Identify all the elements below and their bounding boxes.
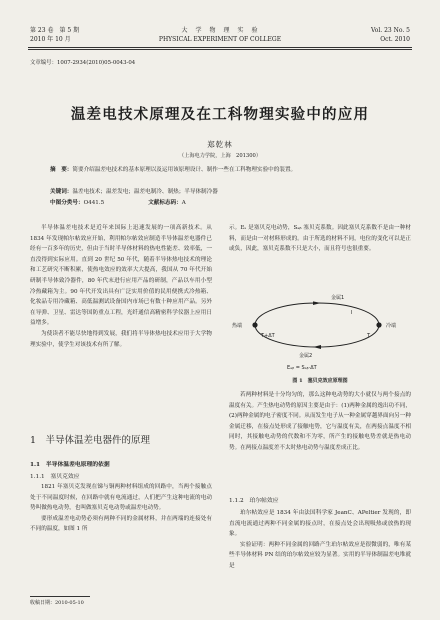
classification	[50, 199, 400, 208]
header-journal-cn: 大 学 物 理 实 验	[181, 27, 259, 34]
current-arrow-bottom	[313, 345, 321, 349]
figure-label-cold: 冷端	[386, 323, 397, 329]
footnote-received-date: 收稿日期：2010-05-10	[30, 600, 84, 606]
section-heading-1: 1 半导体温差电器件的原理	[30, 435, 151, 446]
seebeck-figure	[229, 289, 411, 373]
classification-value: O441.5	[83, 200, 105, 206]
abstract-text: 简要介绍温差电技术的基本原理以及运用该原理设计、制作一些在工科物理实验中的装置。	[72, 167, 297, 173]
subsection-heading-1-1: 1.1 半导体温差电原理的依据	[30, 462, 110, 468]
header-date-right: Oct. 2010	[380, 36, 410, 43]
header-vol-en: Vol. 23 No. 5	[370, 27, 410, 34]
right-top-paragraph: 示。Eₛ 是塞贝克电动势，Sₐᵦ 塞贝克系数。因此塞贝克系数不是由一种材料，而是由一对材料形成的。由于所选的材料不同，电位的变化可以是正或负，因此，塞贝克系数不只是大小，而且符号也很重要。	[229, 225, 411, 253]
right-column-peltier	[229, 508, 411, 572]
intro-paragraph-2: 为使读者不能尽快地得到发展，我们将半导体热电技术应用于大学物理实验中，使学生对该技术有所了解。	[30, 330, 212, 348]
right-column-body	[229, 390, 411, 454]
intro-paragraph-1: 半导体温差电技术是近年来国际上迅速发展的一项高新技术。从 1834 年发现帕尔帖效应开始，利用帕尔帖效应制造半导体温差电器件已经有一百多年的历史，但由于当时半导体材料的热电性能差、效率低，一直没得到实际应用。直到 20 世纪 50 年代，随着半导体热电技术的理论和工艺研究不断积累，使热电效应的效率大大提高，我国从 70 年代开始研制半导体致冷器件，80 年代末进行应用产品的研制，产品以车用小型冷热藏箱为主。90 年代开发出具有广泛实用价值的民用便携式冷热箱、化妆品专用冷藏箱、高低温测试设备国内市场已有数十种应用产品。另外在导弹、卫星、雷达等国防重点工程，光纤通信高精密科学仪器上应用日益增多。	[30, 225, 212, 327]
peltier-paragraph-1: 珀尔帖效应是 1834 年由法国科学家 JeanC、APeltier 发现的，即直流电流通过两种不同金属的接点时，在接点处会出现吸热或放热的现象。	[229, 510, 411, 538]
classification-label: 中图分类号：	[50, 200, 84, 206]
author-affiliation: （上海电力学院，上海 201300）	[178, 153, 262, 159]
figure-formula: Eₐᵦ = Sₐᵦ·ΔT	[287, 365, 317, 371]
header-rule-thin	[28, 49, 412, 50]
figure-label-metal2: 金属2	[299, 353, 313, 359]
header-volume: 第 23 卷 第 5 期	[30, 27, 80, 34]
circuit-loop	[255, 303, 379, 347]
article-number: 文章编号：1007-2934(2010)05-0043-04	[30, 60, 136, 66]
article-title: 温差电技术原理及在工科物理实验中的应用	[70, 106, 370, 123]
seebeck-paragraph-1: 1821 年塞贝克发现在锑与铜两种材料组成的回路中，当两个接触点处于不同温度时候，在回路中就有电流通过，人们把产生这种电流的电动势叫做热电动势，也叫做塞贝克电动势或温差电动势。	[30, 484, 212, 512]
left-column-seebeck	[30, 482, 212, 535]
hot-junction	[252, 322, 257, 327]
header-date-left: 2010 年 10 月	[30, 36, 71, 43]
figure-label-t: T	[367, 333, 371, 339]
current-arrow-top	[313, 301, 321, 305]
author-name: 郑乾林	[207, 140, 233, 149]
seebeck-paragraph-2: 要形成温差电动势必须有两种不同的金属材料，并在两端的连接处有不同的温度，如图 1 所	[30, 515, 212, 533]
right-paragraph-1: 若两种材料是十分均匀的，那么这种电动势的大小就仅与两个接点的温度有关。产生热电动势的原因主要是由于：(1)两种金属的逸出功不同，(2)两种金属的电子密度不同。从而发生电子从一种金属穿越界面向另一种金属迁移，在接点处形成了接触电势，它与温度有关，在两接点温度不相同时，其接触电动势的代数和不为零，所产生的接触电势差就是热电动势。在两接点温度差不太时热电动势与温度差成正比。	[229, 392, 411, 451]
keywords-text: 温差电技术；温差发电；温差电制冷、制热；半导体制冷器	[72, 189, 218, 195]
abstract	[50, 166, 400, 175]
peltier-paragraph-2: 实验证明：两种不同金属的回路产生珀尔帖效应是很微弱的，唯有某些半导体材料 PN 结的珀尔帖效应较为显著。实用的半导体制温差电堆就是	[229, 541, 411, 569]
keywords-label: 关键词：	[50, 189, 73, 195]
cold-junction	[376, 322, 381, 327]
footnote-rule	[30, 596, 90, 597]
doc-code-label: 文献标志码：	[148, 200, 182, 206]
left-column-intro	[30, 223, 212, 350]
subsubsection-heading-1-1-1: 1.1.1 塞贝克效应	[30, 474, 80, 480]
header-rule	[28, 47, 412, 48]
abstract-label: 摘 要：	[50, 167, 73, 173]
figure-label-metal1: 金属1	[331, 295, 345, 301]
figure-caption: 图 1 塞贝克效应原理图	[292, 378, 348, 384]
figure-label-current: I	[351, 310, 353, 316]
figure-label-t-dt: T+ΔT	[261, 333, 275, 339]
subsubsection-heading-1-1-2: 1.1.2 珀尔帖效应	[229, 498, 279, 504]
doc-code-value: A	[181, 200, 186, 206]
figure-label-hot: 热端	[232, 323, 243, 329]
header-journal-en: PHYSICAL EXPERIMENT OF COLLEGE	[158, 36, 282, 43]
right-column-top	[229, 223, 411, 255]
keywords	[50, 188, 400, 197]
